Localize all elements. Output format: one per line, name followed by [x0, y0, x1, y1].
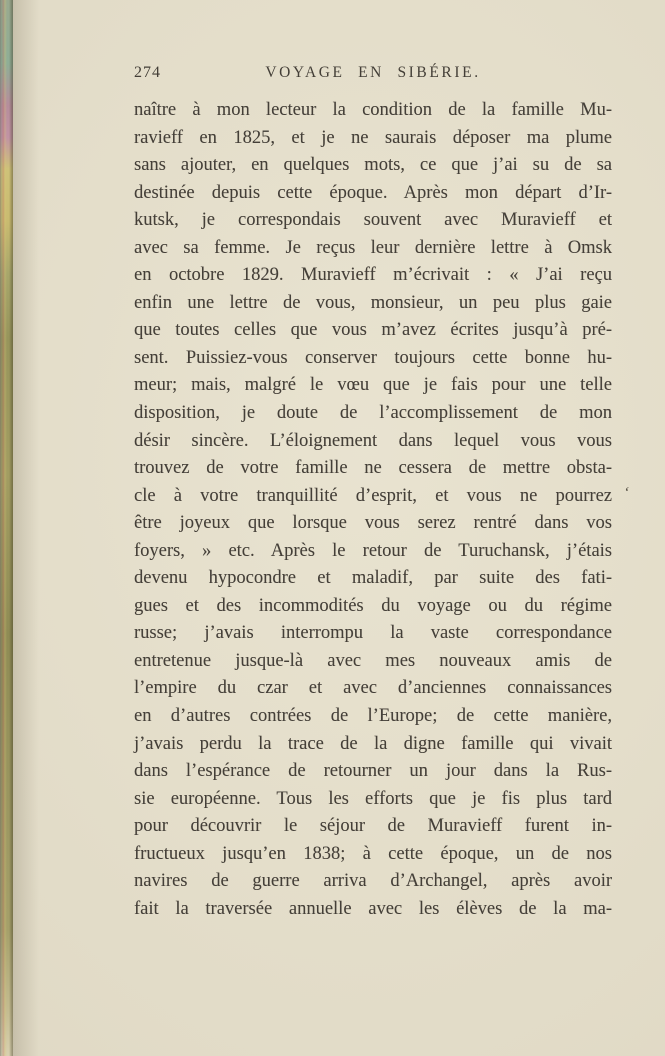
text-line: gues et des incommodités du voyage ou du régime [134, 595, 612, 616]
text-line: en d’autres contrées de l’Europe; de cette manière, [134, 706, 612, 727]
text-line: enfin une lettre de vous, monsieur, un peu plus gaie [134, 292, 612, 313]
text-line: entretenue jusque-là avec mes nouveaux amis de [134, 650, 612, 671]
text-line: j’avais perdu la trace de la digne famille qui vivait [134, 733, 612, 754]
text-line: meur; mais, malgré le vœu que je fais pour une telle [134, 375, 612, 396]
body-text [134, 97, 612, 923]
text-line: devenu hypocondre et maladif, par suite des fati- [134, 568, 612, 589]
text-line: pour découvrir le séjour de Muravieff furent in- [134, 816, 612, 837]
text-line: être joyeux que lorsque vous serez rentré dans vos [134, 513, 612, 534]
text-line: sie européenne. Tous les efforts que je fis plus tard [134, 788, 612, 809]
marbled-binding-edge [0, 0, 13, 1056]
text-line: cle à votre tranquillité d’esprit, et vous ne pourrez [134, 485, 612, 506]
page-number: 274 [134, 64, 161, 81]
margin-ink-mark: ‘ [622, 484, 631, 502]
running-title: VOYAGE EN SIBÉRIE. [265, 64, 481, 81]
text-line: russe; j’avais interrompu la vaste correspondance [134, 623, 612, 644]
text-line: navires de guerre arriva d’Archangel, après avoir [134, 871, 612, 892]
text-line: kutsk, je correspondais souvent avec Muravieff et [134, 210, 612, 231]
text-line: désir sincère. L’éloignement dans lequel vous vous [134, 430, 612, 451]
text-line: naître à mon lecteur la condition de la famille Mu- [134, 100, 612, 120]
text-line: en octobre 1829. Muravieff m’écrivait : « J’ai reçu [134, 265, 612, 286]
text-line: l’empire du czar et avec d’anciennes connaissances [134, 678, 612, 699]
text-line: fructueux jusqu’en 1838; à cette époque, un de nos [134, 843, 612, 864]
text-line: dans l’espérance de retourner un jour dans la Rus- [134, 761, 612, 782]
text-line: ravieff en 1825, et je ne saurais déposer ma plume [134, 127, 612, 148]
text-line: foyers, » etc. Après le retour de Turuchansk, j’étais [134, 540, 612, 561]
text-line: sans ajouter, en quelques mots, ce que j’ai su de sa [134, 155, 612, 176]
text-line: fait la traversée annuelle avec les élèves de la ma- [134, 898, 612, 919]
text-line: disposition, je doute de l’accomplissement de mon [134, 403, 612, 424]
text-line: destinée depuis cette époque. Après mon départ d’Ir- [134, 182, 612, 203]
text-line: avec sa femme. Je reçus leur dernière lettre à Omsk [134, 237, 612, 258]
running-head [134, 64, 612, 86]
gutter-shadow [13, 0, 39, 1056]
text-line: que toutes celles que vous m’avez écrites jusqu’à pré- [134, 320, 612, 341]
text-line: sent. Puissiez-vous conserver toujours cette bonne hu- [134, 347, 612, 368]
text-line: trouvez de votre famille ne cessera de mettre obsta- [134, 458, 612, 479]
